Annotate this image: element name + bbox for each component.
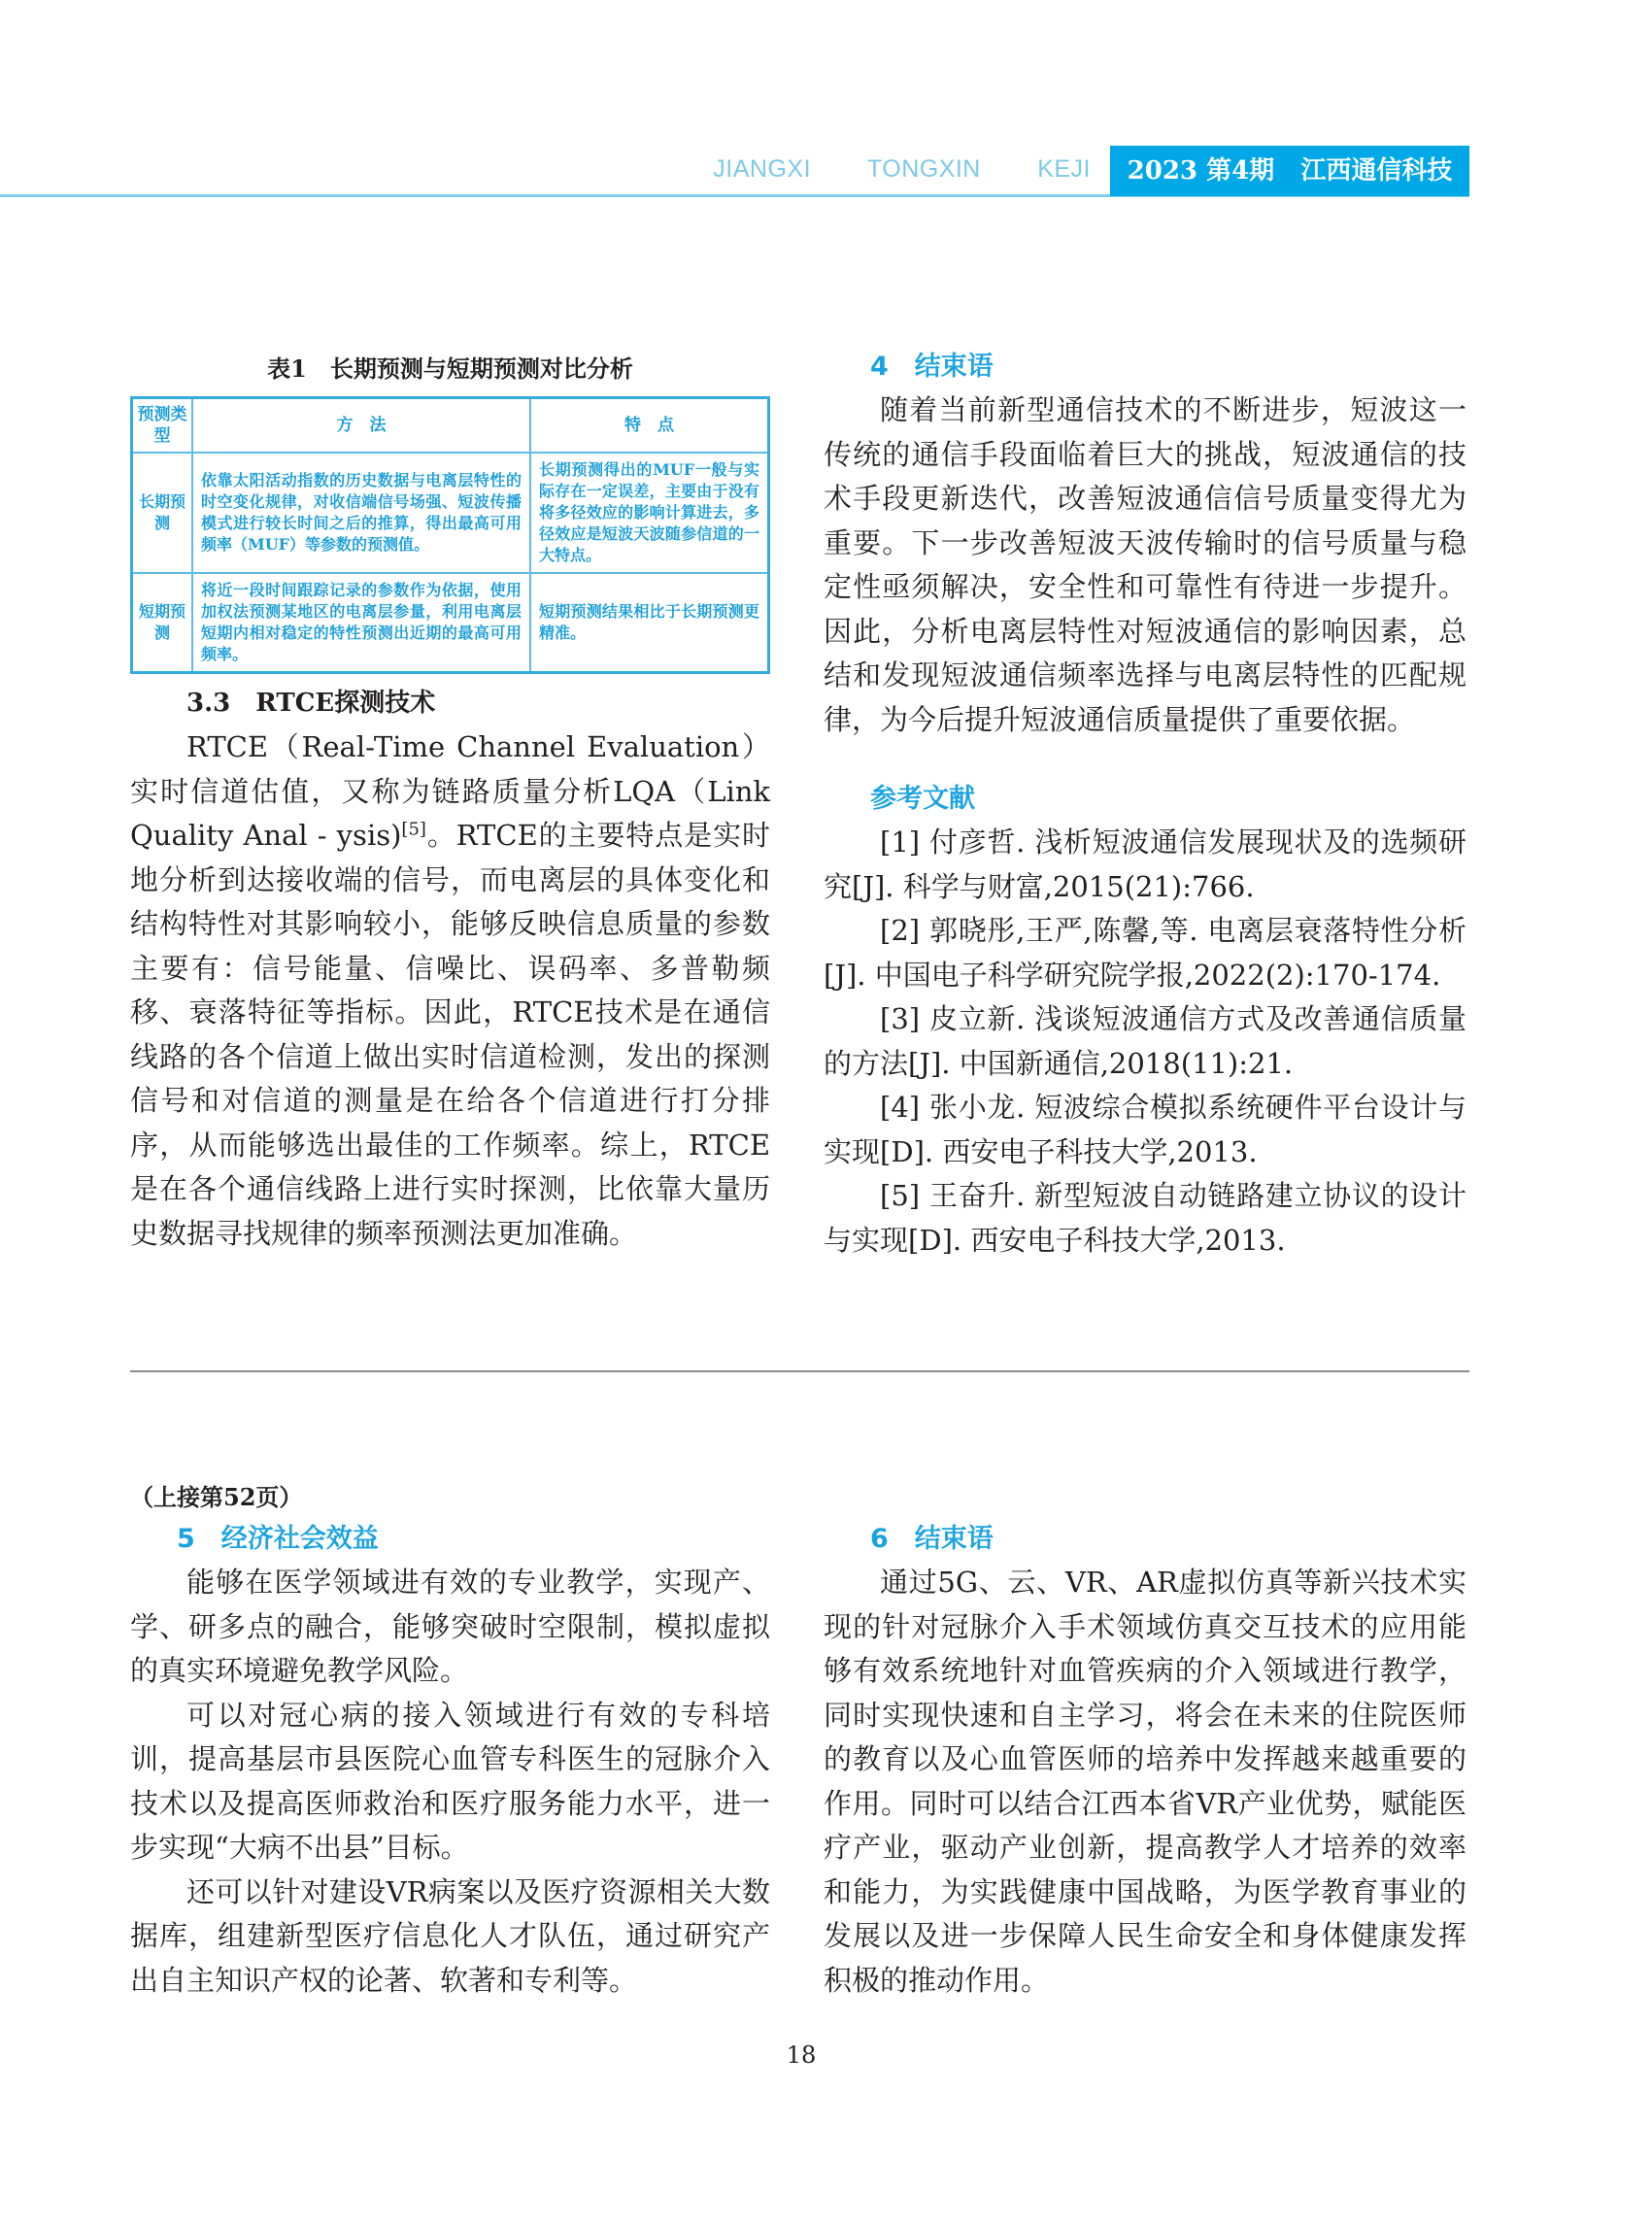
paragraph: 随着当前新型通信技术的不断进步，短波这一传统的通信手段面临着巨大的挑战，短波通信的技术手段更新迭代，改善短波通信信号质量变得尤为重要。下一步改善短波天波传输时的信号质量与稳定性亟须解决，安全性和可靠性有待进一步提升。因此，分析电离层特性对短波通信的影响因素，总结和发现短波通信频率选择与电离层特性的匹配规律，为今后提升短波通信质量提供了重要依据。 xyxy=(824,393,1467,736)
journal-latin-name: JIANGXI TONGXIN KEJI xyxy=(713,155,1091,183)
reference-item: [2] 郭晓彤,王严,陈馨,等. 电离层衰落特性分析[J]. 中国电子科学研究院学报,2022(2):170-174. xyxy=(824,914,1467,992)
table-cell: 长期预测得出的MUF一般与实际存在一定误差，主要由于没有将多径效应的影响计算进去，多径效应是短波天波随参信道的一大特点。 xyxy=(530,453,769,573)
journal-name: 江西通信科技 xyxy=(1300,156,1453,185)
table-cell: 短期预测结果相比于长期预测更精准。 xyxy=(530,573,769,672)
bottom-left-column xyxy=(130,1478,770,2003)
paragraph: 还可以针对建设VR病案以及医疗资源相关大数据库，组建新型医疗信息化人才队伍，通过研究产出自主知识产权的论著、软著和专利等。 xyxy=(130,1874,770,1997)
table-row xyxy=(132,573,769,672)
section-6 xyxy=(824,1517,1467,2003)
reference-item: [4] 张小龙. 短波综合模拟系统硬件平台设计与实现[D]. 西安电子科技大学,2013. xyxy=(824,1091,1467,1168)
section-5 xyxy=(130,1517,770,2003)
table-header-row xyxy=(132,398,769,453)
issue-label: 2023 第4期 xyxy=(1127,156,1275,185)
reference-item: [5] 王奋升. 新型短波自动链路建立协议的设计与实现[D]. 西安电子科技大学,2013. xyxy=(824,1179,1467,1257)
top-left-column xyxy=(130,350,770,1256)
table-cell: 依靠太阳活动指数的历史数据与电离层特性的时空变化规律，对收信端信号场强、短波传播模式进行较长时间之后的推算，得出最高可用频率（MUF）等参数的预测值。 xyxy=(192,453,530,573)
table-header: 方 法 xyxy=(192,398,530,453)
section-heading: 6 结束语 xyxy=(870,1524,994,1554)
text: RTCE（Real-Time Channel Evaluation）实时信道估值，又称为链路质量分析LQA（Link Quality Anal - ysis) xyxy=(130,730,770,852)
references xyxy=(824,777,1467,1263)
section-heading: 3.3 RTCE探测技术 xyxy=(186,689,436,718)
paragraph: 通过5G、云、VR、AR虚拟仿真等新兴技术实现的针对冠脉介入手术领域仿真交互技术的应用能够有效系统地针对血管疾病的介入领域进行教学，同时实现快速和自主学习，将会在未来的住院医师的教育以及心血管医师的培养中发挥越来越重要的作用。同时可以结合江西本省VR产业优势，赋能医疗产业，驱动产业创新，提高教学人才培养的效率和能力，为实践健康中国战略，为医学教育事业的发展以及进一步保障人民生命安全和身体健康发挥积极的推动作用。 xyxy=(824,1566,1467,1997)
citation: [5] xyxy=(401,819,426,840)
paragraph: 能够在医学领域进有效的专业教学，实现产、学、研多点的融合，能够突破时空限制，模拟虚拟的真实环境避免教学风险。 xyxy=(130,1566,770,1687)
reference-item: [1] 付彦哲. 浅析短波通信发展现状及的选频研究[J]. 科学与财富,2015(21):766. xyxy=(824,826,1467,903)
issue-banner xyxy=(1110,146,1469,196)
paragraph: 可以对冠心病的接入领域进行有效的专科培训，提高基层市县医院心血管专科医生的冠脉介入技术以及提高医师救治和医疗服务能力水平，进一步实现“大病不出县”目标。 xyxy=(130,1698,770,1864)
table-header: 预测类型 xyxy=(132,398,193,453)
continued-note: （上接第52页） xyxy=(130,1483,303,1511)
table-cell: 长期预测 xyxy=(132,453,193,573)
table-row xyxy=(132,453,769,573)
references-heading: 参考文献 xyxy=(870,784,975,814)
section-heading: 4 结束语 xyxy=(870,352,994,382)
reference-item: [3] 皮立新. 浅谈短波通信方式及改善通信质量的方法[J]. 中国新通信,2018(11):21. xyxy=(824,1002,1467,1080)
top-right-column xyxy=(824,345,1467,1263)
table-header: 特 点 xyxy=(530,398,769,453)
section-3-3 xyxy=(130,682,770,1256)
table-cell: 将近一段时间跟踪记录的参数作为依据，使用加权法预测某地区的电离层参量，利用电离层短期内相对稳定的特性预测出近期的最高可用频率。 xyxy=(192,573,530,672)
text: 。RTCE的主要特点是实时地分析到达接收端的信号，而电离层的具体变化和结构特性对其影响较小，能够反映信息质量的参数主要有：信号能量、信噪比、误码率、多普勒频移、衰落特征等指标。因此，RTCE技术是在通信线路的各个信道上做出实时信道检测，发出的探测信号和对信道的测量是在给各个信道进行打分排序，从而能够选出最佳的工作频率。综上，RTCE是在各个通信线路上进行实时探测，比依靠大量历史数据寻找规律的频率预测法更加准确。 xyxy=(130,819,770,1250)
section-heading: 5 经济社会效益 xyxy=(177,1524,379,1554)
comparison-table xyxy=(130,396,770,674)
section-4 xyxy=(824,345,1467,742)
paragraph xyxy=(130,725,770,1256)
page-number: 18 xyxy=(786,2041,817,2069)
table-caption: 表1 长期预测与短期预测对比分析 xyxy=(267,354,633,383)
table-cell: 短期预测 xyxy=(132,573,193,672)
article-divider xyxy=(130,1370,1469,1372)
